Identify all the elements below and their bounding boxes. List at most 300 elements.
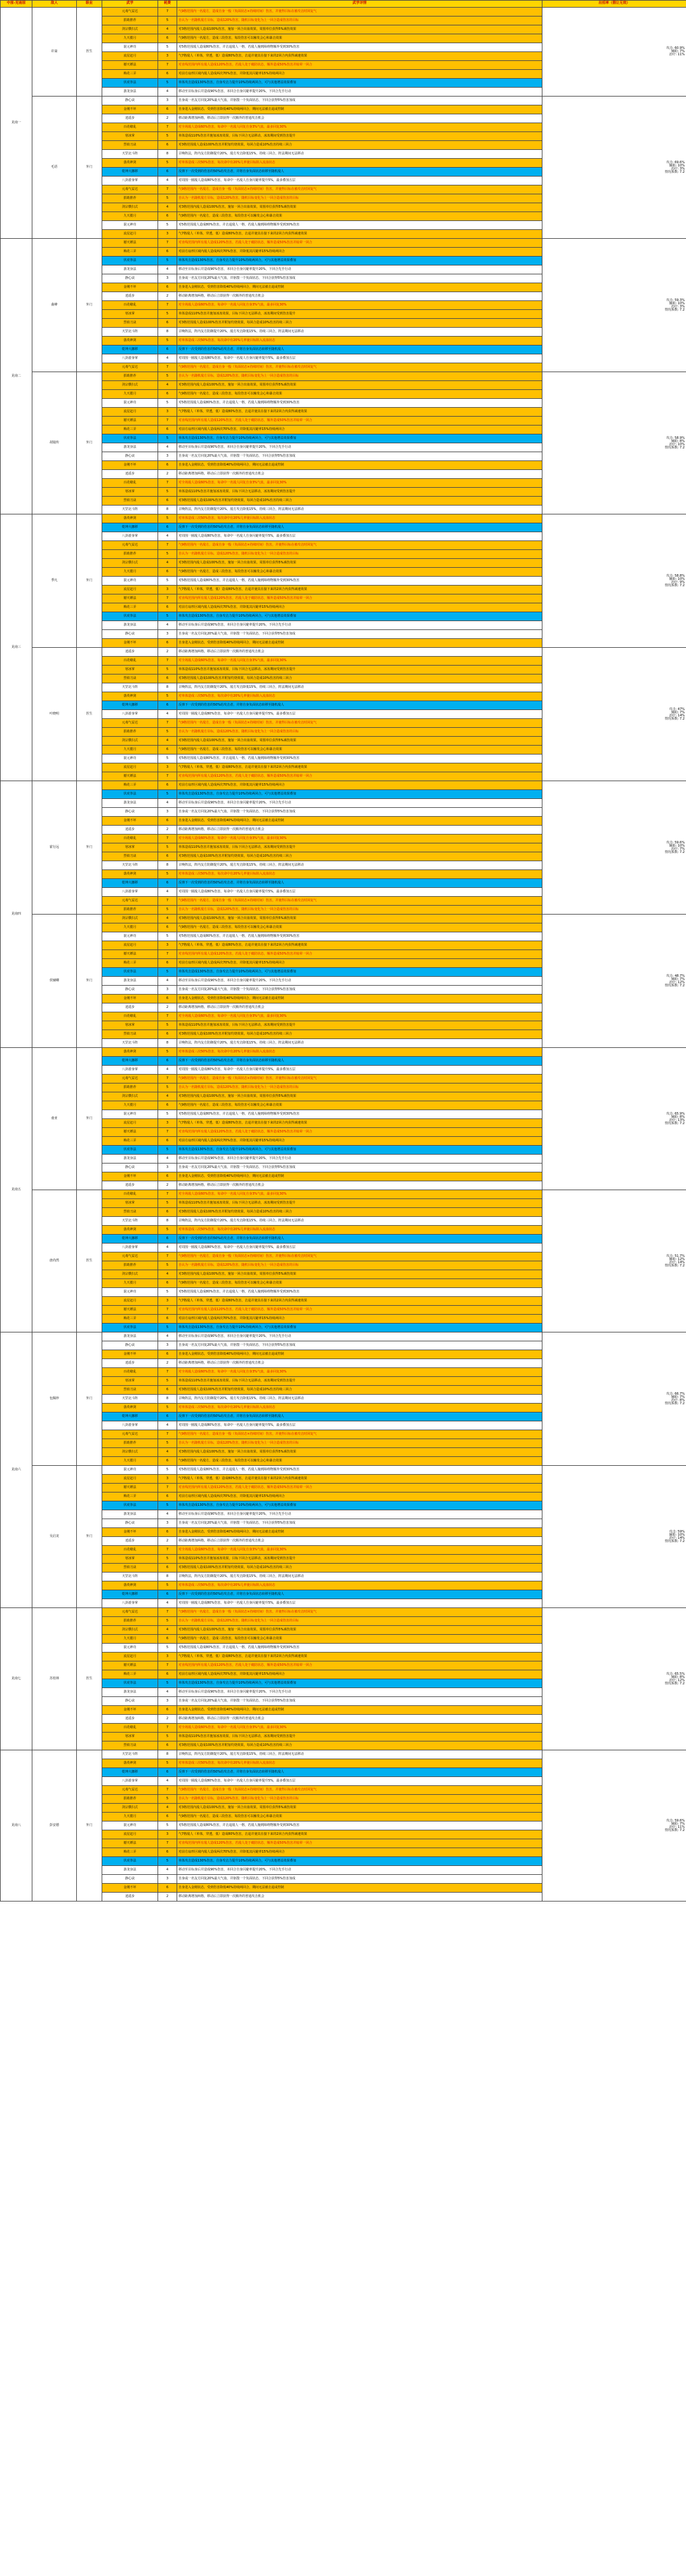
skill-desc-cell: 单体造成110%伤害并施加冰冻效果，目标下回合无法移动，冰冻期间受到伤害提升 [177,1021,542,1030]
skill-desc-cell: 对直线范围内所有敌人造成120%伤害，若敌人处于破防状态，额外造成50%伤害并眩晕一回合 [177,1661,542,1670]
skill-name-cell: 金刚不坏 [102,639,158,648]
skill-desc-cell: 移动距离增加两格，移动后立即获得一次额外的普通攻击机会 [177,470,542,479]
skill-name-cell: 乾坤大挪移 [102,701,158,710]
skill-name-cell: 静心诀 [102,1875,158,1884]
skill-desc-cell: 移动至目标身后并造成90%伤害，本回合自身闪避率提升20%，下回合先手行动 [177,1510,542,1519]
skill-cost-cell: 2 [158,1003,177,1012]
skill-cost-cell: 5 [158,1404,177,1412]
skill-cost-cell: 6 [158,1813,177,1821]
skill-cost-cell: 6 [158,995,177,1003]
stage-cell: 见南六 [1,1332,32,1608]
skill-name-cell: 撼天锤法 [102,594,158,603]
skill-cost-cell: 7 [158,185,177,194]
skill-name-cell: 伏虎拳法 [102,257,158,265]
skill-desc-cell: 单体攻击造成130%伤害，自身攻击力提升10%持续两回合，可与其他增益效果叠加 [177,1857,542,1866]
skill-desc-cell: 对周围一圈敌人造成80%伤害，每命中一名敌人自身闪避率提升5%，最多叠加五层 [177,1244,542,1252]
skill-cost-cell: 5 [158,1083,177,1092]
skill-name-cell: 剑宗横扫式 [102,1270,158,1279]
stage-cell: 见南五 [1,1048,32,1332]
skill-desc-cell: 自身进入金刚状态，受到伤害降低40%持续两回合，期间无法被击退或控制 [177,817,542,826]
skill-desc-cell: 移动距离增加两格，移动后立即获得一次额外的普通攻击机会 [177,1537,542,1546]
skill-name-cell: 剑宗横扫式 [102,915,158,923]
skill-name-cell: 逍遥步 [102,1359,158,1368]
skill-desc-cell: 对单体造成三次50%伤害，每次命中有20%几率使目标陷入流血状态 [177,1226,542,1235]
skill-name-cell: 捐助推荐 [102,17,158,25]
skill-cost-cell: 5 [158,1439,177,1448]
skill-cost-cell: 4 [158,1332,177,1341]
skill-cost-cell: 6 [158,1564,177,1573]
skill-name-cell: 寒冰掌 [102,1021,158,1030]
skill-desc-cell: 对直线范围内所有敌人造成120%伤害，若敌人处于破防状态，额外造成50%伤害并眩晕一回合 [177,1484,542,1493]
skill-name-cell: 静心诀 [102,1341,158,1350]
skill-name-cell: 撼天锤法 [102,1661,158,1670]
enemy-job-cell: 外门 [77,97,102,239]
table-row [1,915,686,923]
skill-desc-cell: 气9格范围内一名敌方，造成三段伤害，每段伤害可以触发会心和暴击效果 [177,1813,542,1821]
table-row [1,1190,686,1199]
skill-desc-cell: 对前方扇形区域内敌人造成两次70%伤害，并降低其闪避率15%持续两回合 [177,70,542,79]
skill-desc-cell: 对全场敌人造成60%伤害，每命中一名敌人回复自身3%气血，最多回复30% [177,301,542,310]
skill-desc-cell: 反弹下一次受到的伤害的50%给攻击者，并将自身负面状态转移至随机敌人 [177,1057,542,1066]
skill-cost-cell: 7 [158,123,177,132]
skill-cost-cell: 6 [158,390,177,399]
skill-name-cell: 游龙身法 [102,1155,158,1164]
enemy-job-cell: 医生 [77,1608,102,1750]
skill-cost-cell: 3 [158,1519,177,1528]
skill-name-cell: 寒冰掌 [102,132,158,141]
skill-cost-cell: 6 [158,1768,177,1777]
skill-cost-cell: 6 [158,1590,177,1599]
skill-name-cell: 伏虎拳法 [102,1857,158,1866]
skill-cost-cell: 5 [158,1261,177,1270]
skill-cost-cell: 5 [158,399,177,408]
skill-cost-cell: 6 [158,70,177,79]
skill-cost-cell: 4 [158,443,177,452]
header-row [1,1,686,8]
skill-name-cell: 百花缭乱 [102,479,158,488]
skill-cost-cell: 6 [158,1137,177,1146]
skill-cost-cell: 7 [158,772,177,781]
skill-name-cell: 八卦游身掌 [102,1421,158,1430]
skill-cost-cell: 7 [158,1430,177,1439]
skill-desc-cell: 自身进入金刚状态，受到伤害降低40%持续两回合，期间无法被击退或控制 [177,105,542,114]
skill-name-cell: 落英神剑 [102,1226,158,1235]
skill-desc-cell: 对周围一圈敌人造成80%伤害，每命中一名敌人自身闪避率提升5%，最多叠加五层 [177,710,542,719]
skill-name-cell: 静心诀 [102,630,158,639]
skill-desc-cell: 气9格范围内一名敌方，造成三段伤害，每段伤害可以触发会心和暴击效果 [177,1279,542,1288]
skill-desc-cell: 召唤阵法，阵内友方防御提升20%，敌方攻击降低15%，持续三回合，阵法期间无法移动 [177,1395,542,1404]
skill-cost-cell: 4 [158,1066,177,1075]
skill-name-cell: 金刚不坏 [102,1528,158,1537]
skill-name-cell: 撼天锤法 [102,1128,158,1137]
skill-name-cell: 撼天锤法 [102,239,158,248]
skill-desc-cell: 单体攻击造成130%伤害，自身攻击力提升10%持续两回合，可与其他增益效果叠加 [177,1679,542,1688]
skill-cost-cell: 7 [158,1786,177,1795]
skill-name-cell: 伏虎拳法 [102,1679,158,1688]
skill-desc-cell: 气9格范围内一名敌方，造成三段伤害，每段伤害可以触发会心和暴击效果 [177,1457,542,1466]
skill-name-cell: 静心诀 [102,1164,158,1172]
skill-cost-cell: 6 [158,1528,177,1537]
rate-cell: 攻击: 69.6% 辅助: 10% 治疗: 3% 情况系数: 7.2 [542,97,686,239]
skill-name-cell: 撼天锤法 [102,1306,158,1315]
skill-desc-cell: 单体攻击造成130%伤害，自身攻击力提升10%持续两回合，可与其他增益效果叠加 [177,1146,542,1155]
skill-cost-cell: 3 [158,1875,177,1884]
skill-name-cell: 混元神功 [102,1110,158,1119]
skill-desc-cell: 移动距离增加两格，移动后立即获得一次额外的普通攻击机会 [177,1181,542,1190]
skill-cost-cell: 6 [158,674,177,683]
table-row [1,372,686,381]
skill-name-cell: 落英神剑 [102,1404,158,1412]
skill-cost-cell: 5 [158,577,177,586]
skill-cost-cell: 4 [158,1092,177,1101]
skill-name-cell: 天罡北斗阵 [102,1217,158,1226]
skill-cost-cell: 7 [158,1839,177,1848]
skill-cost-cell: 7 [158,1724,177,1733]
skill-cost-cell: 4 [158,621,177,630]
skill-desc-cell: 对周围一圈敌人造成80%伤害，每命中一名敌人自身闪避率提升5%，最多叠加五层 [177,532,542,541]
skill-cost-cell: 2 [158,826,177,835]
skill-name-cell: 静心诀 [102,452,158,461]
skill-desc-cell: 反弹下一次受到的伤害的50%给攻击者，并将自身负面状态转移至随机敌人 [177,701,542,710]
skill-cost-cell: 5 [158,1466,177,1475]
skill-desc-cell: 自身或一名友方回复20%最大气血，并驱散一个负面状态，下回合获得5%伤害加成 [177,808,542,817]
skill-desc-cell: 自身进入金刚状态，受到伤害降低40%持续两回合，期间无法被击退或控制 [177,1350,542,1359]
skill-name-cell: 混元神功 [102,1288,158,1297]
skill-name-cell: 伏虎拳法 [102,612,158,621]
skill-desc-cell: 召唤阵法，阵内友方防御提升20%，敌方攻击降低15%，持续三回合，阵法期间无法移动 [177,1573,542,1581]
skill-name-cell: 金刚不坏 [102,817,158,826]
skill-cost-cell: 8 [158,1395,177,1404]
skill-desc-cell: 对5格范围敌人造成80%伤害，并击退敌人一格，若敌人撞到障碍物额外受到30%伤害 [177,399,542,408]
skill-desc-cell: 对前方扇形区域内敌人造成两次70%伤害，并降低其闪避率15%持续两回合 [177,426,542,434]
skill-cost-cell: 5 [158,968,177,977]
skill-desc-cell: 移动距离增加两格，移动后立即获得一次额外的普通攻击机会 [177,826,542,835]
skill-cost-cell: 5 [158,1644,177,1653]
skill-desc-cell: 移动至目标身后并造成90%伤害，本回合自身闪避率提升20%，下回合先手行动 [177,1688,542,1697]
skill-desc-cell: 对3格范围敌人造成100%伤害并附加灼烧效果，每回合造成10%伤害持续三回合 [177,319,542,328]
skill-cost-cell: 6 [158,497,177,506]
skill-desc-cell: 对单体造成三次50%伤害，每次命中有20%几率使目标陷入流血状态 [177,159,542,168]
skill-cost-cell: 5 [158,17,177,25]
skill-cost-cell: 8 [158,506,177,514]
skill-desc-cell: 单体造成110%伤害并施加冰冻效果，目标下回合无法移动，冰冻期间受到伤害提升 [177,1733,542,1741]
enemy-name-cell: 胡镜传 [32,372,77,514]
header-rate: 出招率（假让无效） [542,1,686,8]
skill-desc-cell: 自身或一名友方回复20%最大气血，并驱散一个负面状态，下回合获得5%伤害加成 [177,1341,542,1350]
stage-cell: 见南八 [1,1750,32,1902]
skill-cost-cell: 5 [158,514,177,523]
skill-name-cell: 金刚不坏 [102,105,158,114]
skill-cost-cell: 5 [158,906,177,915]
skill-cost-cell: 3 [158,763,177,772]
skill-name-cell: 捐助推荐 [102,1439,158,1448]
skill-name-cell: 梅花三弄 [102,1493,158,1501]
skill-name-cell: 剑宗横扫式 [102,1804,158,1813]
skill-cost-cell: 7 [158,1306,177,1315]
skill-name-cell: 剑宗横扫式 [102,203,158,212]
skill-desc-cell: 召唤阵法，阵内友方防御提升20%，敌方攻击降低15%，持续三回合，阵法期间无法移动 [177,1217,542,1226]
skill-name-cell: 元毒气益达 [102,363,158,372]
skill-desc-cell: 自认为一名随机敌方目标，造成120%伤害，随机目标变化为上一回合造成伤害的目标 [177,194,542,203]
header-stage: 中原-见南原 [1,1,32,8]
skill-name-cell: 逍遥步 [102,1715,158,1724]
skill-cost-cell: 6 [158,1172,177,1181]
skill-desc-cell: 对3格范围敌人造成100%伤害并附加灼烧效果，每回合造成10%伤害持续三回合 [177,1208,542,1217]
skill-name-cell: 梅花三弄 [102,1315,158,1324]
skill-name-cell: 落英神剑 [102,1581,158,1590]
skill-cost-cell: 6 [158,1279,177,1288]
skill-desc-cell: 对全场敌人造成60%伤害，每命中一名敌人回复自身3%气血，最多回复30% [177,1724,542,1733]
rate-cell: 攻击: 51.7% 辅助: 12% 治疗: 14% 情况系数: 7.2 [542,1190,686,1332]
skill-cost-cell: 4 [158,1155,177,1164]
skill-name-cell: 剑宗横扫式 [102,1626,158,1635]
enemy-job-cell: 外门 [77,1750,102,1902]
skill-desc-cell: 对前方扇形区域内敌人造成两次70%伤害，并降低其闪避率15%持续两回合 [177,781,542,790]
enemy-job-cell: 外门 [77,514,102,648]
skill-desc-cell: 对单体造成三次50%伤害，每次命中有20%几率使目标陷入流血状态 [177,337,542,345]
skill-cost-cell: 6 [158,1235,177,1244]
skill-name-cell: 剑宗横扫式 [102,737,158,746]
skill-cost-cell: 7 [158,1608,177,1617]
skill-name-cell: 百花缭乱 [102,835,158,843]
skill-cost-cell: 7 [158,1252,177,1261]
skill-name-cell: 乾坤大挪移 [102,1768,158,1777]
skill-desc-cell: 对周围一圈敌人造成80%伤害，每命中一名敌人自身闪避率提升5%，最多叠加五层 [177,1777,542,1786]
skill-desc-cell: 召唤阵法，阵内友方防御提升20%，敌方攻击降低15%，持续三回合，阵法期间无法移动 [177,861,542,870]
skill-name-cell: 百花缭乱 [102,1190,158,1199]
skill-name-cell: 静心诀 [102,808,158,817]
skill-name-cell: 元毒气益达 [102,1075,158,1083]
skill-cost-cell: 7 [158,719,177,728]
skill-desc-cell: 自认为一名随机敌方目标，造成120%伤害，随机目标变化为上一回合造成伤害的目标 [177,1083,542,1092]
skill-name-cell: 九天揽月 [102,746,158,755]
skill-desc-cell: 气7格敌人（单体，穿透，低）造成80%伤害，击退并使其在接下来的2回合内获得减速效果 [177,52,542,61]
skill-name-cell: 混元神功 [102,577,158,586]
skill-desc-cell: 对周围一圈敌人造成80%伤害，每命中一名敌人自身闪避率提升5%，最多叠加五层 [177,1599,542,1608]
skill-name-cell: 梅花三弄 [102,248,158,257]
skill-cost-cell: 6 [158,1706,177,1715]
skill-desc-cell: 对3格范围敌人造成100%伤害并附加灼烧效果，每回合造成10%伤害持续三回合 [177,1386,542,1395]
skill-name-cell: 梅花三弄 [102,1137,158,1146]
skill-cost-cell: 5 [158,1501,177,1510]
skill-desc-cell: 对全场敌人造成60%伤害，每命中一名敌人回复自身3%气血，最多回复30% [177,1546,542,1555]
enemy-job-cell: 外门 [77,1332,102,1466]
skill-desc-cell: 气9格范围内一名敌方，造成自身一般（负面状态×持续时间）伤害，并使得目标在被攻击时回复气 [177,1608,542,1617]
skill-cost-cell: 5 [158,612,177,621]
skill-name-cell: 游龙身法 [102,977,158,986]
header-job: 职业 [77,1,102,8]
skill-cost-cell: 4 [158,1510,177,1519]
skill-cost-cell: 8 [158,1573,177,1581]
skill-desc-cell: 单体攻击造成130%伤害，自身攻击力提升10%持续两回合，可与其他增益效果叠加 [177,1501,542,1510]
skill-name-cell: 混元神功 [102,932,158,941]
rate-cell: 攻击: 60.9% 辅助: 7% 治疗: 11% [542,8,686,97]
skill-cost-cell: 6 [158,34,177,43]
skill-desc-cell: 对单体造成三次50%伤害，每次命中有20%几率使目标陷入流血状态 [177,692,542,701]
skill-name-cell: 伏虎拳法 [102,968,158,977]
skill-cost-cell: 3 [158,941,177,950]
skill-name-cell: 寒冰掌 [102,1377,158,1386]
skill-desc-cell: 自身或一名友方回复20%最大气血，并驱散一个负面状态，下回合获得5%伤害加成 [177,986,542,995]
skill-name-cell: 元毒气益达 [102,719,158,728]
skill-desc-cell: 自身或一名友方回复20%最大气血，并驱散一个负面状态，下回合获得5%伤害加成 [177,630,542,639]
skill-name-cell: 逍遥步 [102,826,158,835]
skill-name-cell: 撼天锤法 [102,950,158,959]
skill-cost-cell: 3 [158,1697,177,1706]
skill-name-cell: 捐助推荐 [102,1617,158,1626]
skill-name-cell: 百花缭乱 [102,1724,158,1733]
skill-cost-cell: 7 [158,479,177,488]
skill-cost-cell: 6 [158,1030,177,1039]
skill-name-cell: 混元神功 [102,399,158,408]
skill-name-cell: 撼天锤法 [102,772,158,781]
skill-name-cell: 剑宗横扫式 [102,1448,158,1457]
skill-cost-cell: 5 [158,310,177,319]
skill-desc-cell: 移动距离增加两格，移动后立即获得一次额外的普通攻击机会 [177,1893,542,1902]
skill-cost-cell: 4 [158,203,177,212]
skill-name-cell: 九天揽月 [102,1457,158,1466]
skill-cost-cell: 3 [158,408,177,417]
stage-cell: 见南四 [1,781,32,1048]
skill-desc-cell: 对5格范围敌人造成80%伤害，并击退敌人一格，若敌人撞到障碍物额外受到30%伤害 [177,1644,542,1653]
skill-desc-cell: 单体造成110%伤害并施加冰冻效果，目标下回合无法移动，冰冻期间受到伤害提升 [177,666,542,674]
skill-cost-cell: 5 [158,1795,177,1804]
skill-name-cell: 撼天锤法 [102,61,158,70]
skill-name-cell: 静心诀 [102,1697,158,1706]
skill-cost-cell: 5 [158,1759,177,1768]
skill-name-cell: 流星赶月 [102,230,158,239]
skill-cost-cell: 7 [158,61,177,70]
skill-cost-cell: 5 [158,550,177,559]
skill-cost-cell: 5 [158,870,177,879]
table-row [1,1332,686,1341]
skill-name-cell: 落英神剑 [102,1759,158,1768]
skill-cost-cell: 6 [158,461,177,470]
skill-cost-cell: 5 [158,434,177,443]
skill-cost-cell: 6 [158,426,177,434]
skill-desc-cell: 对周围一圈敌人造成80%伤害，每命中一名敌人自身闪避率提升5%，最多叠加五层 [177,177,542,185]
skill-name-cell: 烈焰刀诀 [102,852,158,861]
enemy-name-cell: 季凡 [32,514,77,648]
skill-name-cell: 八卦游身掌 [102,1599,158,1608]
header-enemy: 敌人 [32,1,77,8]
skill-name-cell: 元毒气益达 [102,897,158,906]
table-row [1,239,686,248]
skill-desc-cell: 自身进入金刚状态，受到伤害降低40%持续两回合，期间无法被击退或控制 [177,639,542,648]
skill-desc-cell: 对前方扇形区域内敌人造成两次70%伤害，并降低其闪避率15%持续两回合 [177,1315,542,1324]
skill-name-cell: 元毒气益达 [102,1252,158,1261]
skill-cost-cell: 5 [158,1377,177,1386]
skill-name-cell: 烈焰刀诀 [102,1564,158,1573]
skill-cost-cell: 4 [158,710,177,719]
enemy-name-cell: 唐尚然 [32,1190,77,1332]
skill-desc-cell: 单体攻击造成130%伤害，自身攻击力提升10%持续两回合，可与其他增益效果叠加 [177,79,542,88]
skill-cost-cell: 4 [158,177,177,185]
skill-desc-cell: 自认为一名随机敌方目标，造成120%伤害，随机目标变化为上一回合造成伤害的目标 [177,1795,542,1804]
skill-cost-cell: 2 [158,1359,177,1368]
enemy-job-cell: 外门 [77,1466,102,1608]
skill-desc-cell: 移动至目标身后并造成90%伤害，本回合自身闪避率提升20%，下回合先手行动 [177,443,542,452]
skill-cost-cell: 4 [158,888,177,897]
skill-desc-cell: 气9格范围内一名敌方，造成自身一般（负面状态×持续时间）伤害，并使得目标在被攻击时回复气 [177,185,542,194]
skill-desc-cell: 对5格范围敌人造成80%伤害，并击退敌人一格，若敌人撞到障碍物额外受到30%伤害 [177,221,542,230]
skill-cost-cell: 5 [158,79,177,88]
skill-cost-cell: 2 [158,1715,177,1724]
skill-cost-cell: 3 [158,1830,177,1839]
skill-cost-cell: 5 [158,728,177,737]
skill-cost-cell: 2 [158,1181,177,1190]
skill-cost-cell: 5 [158,1555,177,1564]
skill-name-cell: 流星赶月 [102,941,158,950]
skill-name-cell: 剑宗横扫式 [102,381,158,390]
skill-name-cell: 八卦游身掌 [102,1244,158,1252]
skill-cost-cell: 7 [158,239,177,248]
skill-desc-cell: 召唤阵法，阵内友方防御提升20%，敌方攻击降低15%，持续三回合，阵法期间无法移动 [177,506,542,514]
skill-name-cell: 金刚不坏 [102,995,158,1003]
skill-desc-cell: 气9格范围内一名敌方，造成三段伤害，每段伤害可以触发会心和暴击效果 [177,746,542,755]
skill-name-cell: 九天揽月 [102,568,158,577]
skill-name-cell: 元毒气益达 [102,1608,158,1617]
stage-cell: 见南三 [1,514,32,781]
skill-cost-cell: 6 [158,701,177,710]
skill-cost-cell: 5 [158,790,177,799]
skill-desc-cell: 对直线范围内所有敌人造成120%伤害，若敌人处于破防状态，额外造成50%伤害并眩晕一回合 [177,1306,542,1315]
skill-desc-cell: 对3格范围内敌人造成100%伤害，施加一回合出血效果，周围单位获得5%减伤效果 [177,737,542,746]
enemy-job-cell: 医生 [77,1190,102,1332]
skill-name-cell: 捐助推荐 [102,372,158,381]
skill-name-cell: 混元神功 [102,755,158,763]
skill-cost-cell: 4 [158,1777,177,1786]
skill-cost-cell: 4 [158,1599,177,1608]
skill-desc-cell: 移动至目标身后并造成90%伤害，本回合自身闪避率提升20%，下回合先手行动 [177,977,542,986]
skill-desc-cell: 反弹下一次受到的伤害的50%给攻击者，并将自身负面状态转移至随机敌人 [177,879,542,888]
skill-name-cell: 九天揽月 [102,390,158,399]
skill-cost-cell: 4 [158,25,177,34]
skill-desc-cell: 对3格范围内敌人造成100%伤害，施加一回合出血效果，周围单位获得5%减伤效果 [177,381,542,390]
skill-cost-cell: 6 [158,248,177,257]
skill-desc-cell: 单体造成110%伤害并施加冰冻效果，目标下回合无法移动，冰冻期间受到伤害提升 [177,1377,542,1386]
skill-desc-cell: 自身或一名友方回复20%最大气血，并驱散一个负面状态，下回合获得5%伤害加成 [177,1164,542,1172]
skill-desc-cell: 气9格范围内一名敌方，造成三段伤害，每段伤害可以触发会心和暴击效果 [177,212,542,221]
rate-cell: 攻击: 58.8% 辅助: 10% 治疗: 9% 情况系数: 7.2 [542,514,686,648]
skill-cost-cell: 2 [158,292,177,301]
skill-name-cell: 游龙身法 [102,621,158,630]
skill-desc-cell: 移动至目标身后并造成90%伤害，本回合自身闪避率提升20%，下回合先手行动 [177,265,542,274]
skill-name-cell: 游龙身法 [102,443,158,452]
skill-name-cell: 逍遥步 [102,1893,158,1902]
skill-name-cell: 捐助推荐 [102,1083,158,1092]
skill-cost-cell: 7 [158,1546,177,1555]
rate-cell: 攻击: 59.3% 辅助: 10% 治疗: 3% 情况系数: 7.2 [542,239,686,372]
skill-desc-cell: 自身或一名友方回复20%最大气血，并驱散一个负面状态，下回合获得5%伤害加成 [177,1519,542,1528]
skill-name-cell: 八卦游身掌 [102,177,158,185]
skill-name-cell: 流星赶月 [102,1297,158,1306]
skill-cost-cell: 6 [158,283,177,292]
skill-desc-cell: 自身或一名友方回复20%最大气血，并驱散一个负面状态，下回合获得5%伤害加成 [177,1875,542,1884]
skill-desc-cell: 召唤阵法，阵内友方防御提升20%，敌方攻击降低15%，持续三回合，阵法期间无法移动 [177,328,542,337]
skill-desc-cell: 自身进入金刚状态，受到伤害降低40%持续两回合，期间无法被击退或控制 [177,1706,542,1715]
skill-desc-cell: 召唤阵法，阵内友方防御提升20%，敌方攻击降低15%，持续三回合，阵法期间无法移动 [177,683,542,692]
skill-cost-cell: 5 [158,755,177,763]
skill-desc-cell: 气7格敌人（单体，穿透，低）造成80%伤害，击退并使其在接下来的2回合内获得减速效果 [177,586,542,594]
skill-cost-cell: 3 [158,1341,177,1350]
skill-cost-cell: 6 [158,1635,177,1644]
skill-cost-cell: 6 [158,603,177,612]
skill-name-cell: 静心诀 [102,97,158,105]
skill-cost-cell: 3 [158,97,177,105]
skill-name-cell: 乾坤大挪移 [102,345,158,354]
skill-desc-cell: 单体攻击造成130%伤害，自身攻击力提升10%持续两回合，可与其他增益效果叠加 [177,1324,542,1332]
